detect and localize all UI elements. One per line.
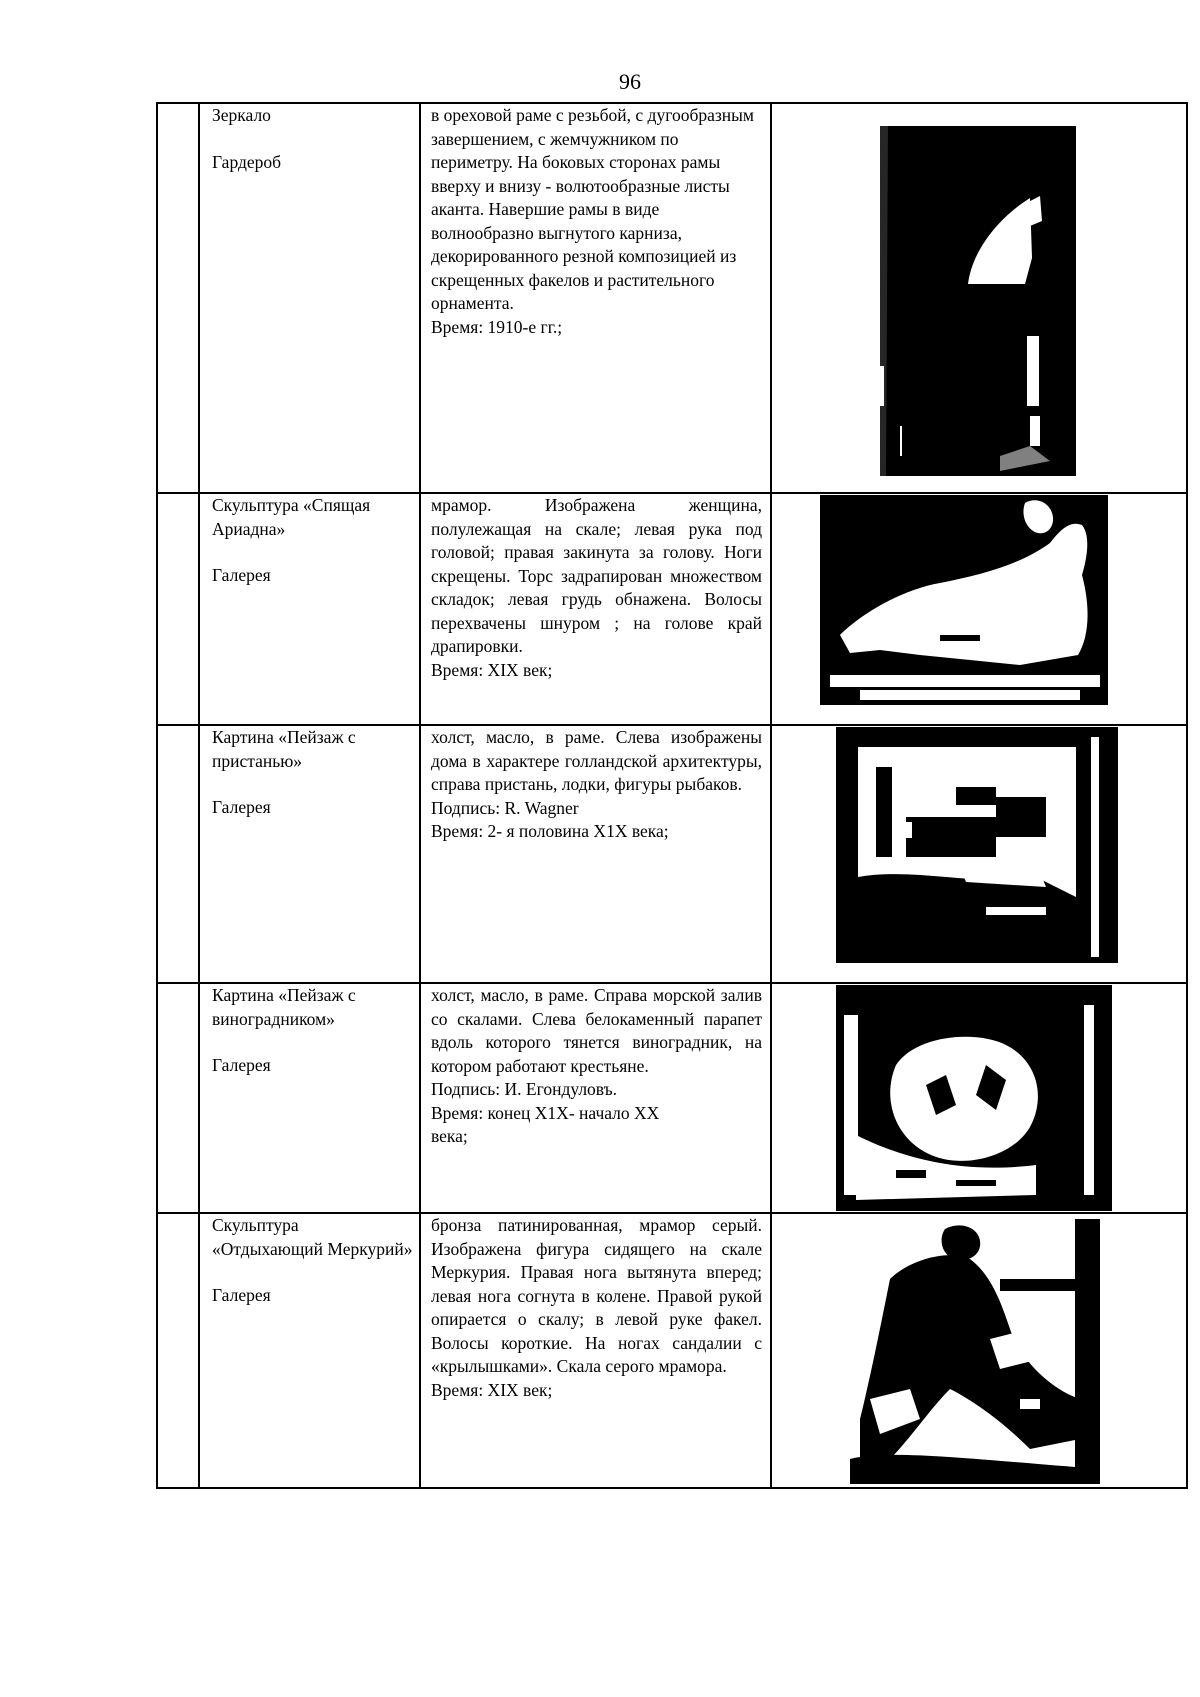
table-row: [157, 1213, 1187, 1488]
item-name: Скульптура «Спящая Ариадна»: [212, 495, 371, 539]
table-row: [157, 983, 1187, 1213]
item-time: Время: конец X1X- начало XX века;: [431, 1102, 660, 1146]
sculpture-mercury-photo: [850, 1219, 1100, 1484]
item-description: холст, масло, в раме. Справа морской залив со скалами. Слева белокаменный парапет вдоль которого тянется виноградник, на котором работают крестьяне.: [431, 985, 762, 1076]
item-description-cell: [420, 1213, 771, 1488]
table-row: [157, 103, 1187, 493]
item-location: Галерея: [212, 797, 271, 817]
item-name-cell: [199, 1213, 420, 1488]
item-time: Время: XIX век;: [431, 1379, 553, 1400]
item-location: Галерея: [212, 565, 271, 585]
item-signature: Подпись: R. Wagner: [431, 797, 579, 818]
sculpture-ariadne-photo: [820, 495, 1108, 723]
inventory-table: [156, 102, 1188, 1489]
item-location: Гардероб: [212, 151, 282, 172]
item-time: Время: 2- я половина X1X века;: [431, 821, 669, 841]
item-description-cell: [420, 983, 771, 1213]
item-description: холст, масло, в раме. Слева изображены дома в характере голландской архитектуры, справа пристань, лодки, фигуры рыбаков.: [431, 727, 762, 794]
item-name-cell: [199, 725, 420, 983]
item-name: Зеркало: [212, 105, 271, 125]
item-name: Скульптура «Отдыхающий Меркурий»: [212, 1215, 413, 1259]
item-name-cell: [199, 103, 420, 493]
page-number: 96: [619, 69, 641, 94]
item-name: Картина «Пейзаж с виноградником»: [212, 985, 356, 1029]
item-description: мрамор. Изображена женщина, полулежащая на скале; левая рука под головой; правая закинута за голову. Ноги скрещены. Торс задрапирован множеством складок; левая грудь обнажена. Волосы перехвачены шнуром ; на голове край драпировки.: [431, 495, 762, 656]
mirror-photo: [880, 126, 1076, 476]
item-name-cell: [199, 983, 420, 1213]
item-description: в ореховой раме с резьбой, с дугообразным завершением, с жемчужником по периметру. На боковых сторонах рамы вверху и внизу - волютообразные листы аканта. Навершие рамы в виде волнообразно выгнутого карниза, декорированного резной композицией из скрещенных факелов и растительного орнамента.: [431, 105, 754, 313]
row-number-cell: [157, 103, 199, 493]
item-description-cell: [420, 103, 771, 493]
photo-cell: [771, 983, 1187, 1213]
table-row: [157, 493, 1187, 725]
item-time: Время: 1910-е гг.;: [431, 316, 563, 337]
item-time: Время: XIX век;: [431, 659, 553, 680]
table-row: [157, 725, 1187, 983]
photo-cell: [771, 493, 1187, 725]
photo-cell: [771, 1213, 1187, 1488]
item-name-cell: [199, 493, 420, 725]
item-description: бронза патинированная, мрамор серый. Изображена фигура сидящего на скале Меркурия. Правая нога вытянута вперед; левая нога согнута в колене. Правой рукой опирается о скалу; в левой руке факел. Волосы короткие. На ногах сандалии с «крылышками». Скала серого мрамора.: [431, 1215, 762, 1376]
item-location: Галерея: [212, 1055, 271, 1075]
item-description-cell: [420, 725, 771, 983]
row-number-cell: [157, 983, 199, 1213]
item-name: Картина «Пейзаж с пристанью»: [212, 727, 356, 771]
row-number-cell: [157, 1213, 199, 1488]
item-location: Галерея: [212, 1285, 271, 1305]
photo-cell: [771, 103, 1187, 493]
painting-vineyard-photo: [836, 985, 1112, 1211]
item-description-cell: [420, 493, 771, 725]
row-number-cell: [157, 725, 199, 983]
painting-pier-photo: [836, 727, 1118, 963]
item-signature: Подпись: И. Егондуловъ.: [431, 1079, 618, 1099]
photo-cell: [771, 725, 1187, 983]
row-number-cell: [157, 493, 199, 725]
